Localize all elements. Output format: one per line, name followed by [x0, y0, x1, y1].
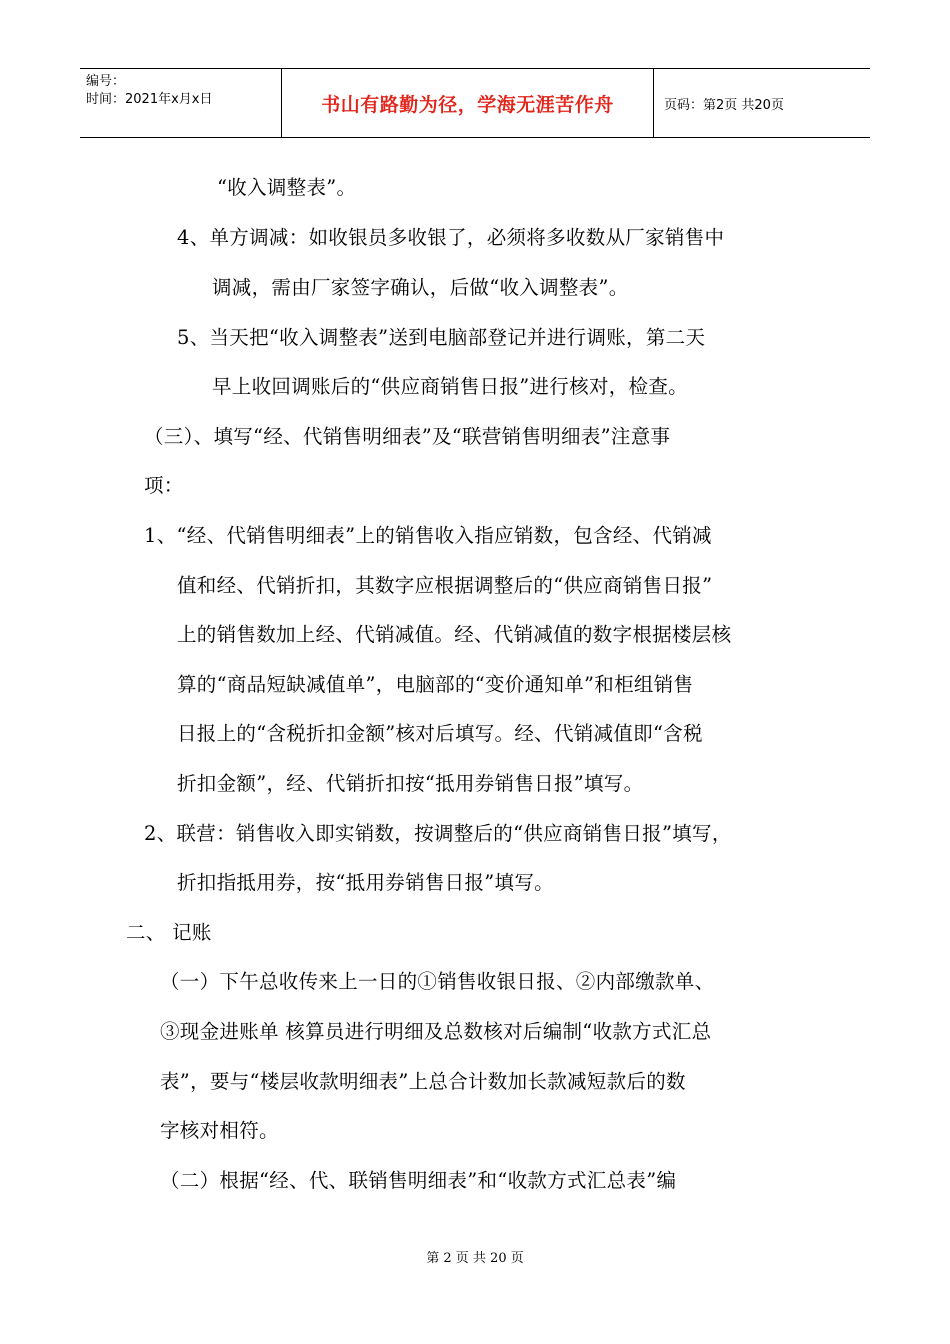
body-line: “收入调整表”。 — [217, 176, 357, 199]
body-line: 折扣金额”，经、代销折扣按“抵用券销售日报”填写。 — [177, 772, 644, 795]
motto-text: 书山有路勤为径，学海无涯苦作舟 — [321, 93, 614, 116]
body-line: 早上收回调账后的“供应商销售日报”进行核对，检查。 — [212, 375, 688, 398]
body-line: 算的“商品短缺减值单”，电脑部的“变价通知单”和柜组销售 — [177, 673, 694, 696]
section-heading: 二、 记账 — [126, 921, 212, 944]
body-line: 项： — [144, 474, 184, 497]
number-label: 编号： — [86, 74, 126, 89]
body-line: 调减，需由厂家签字确认，后做“收入调整表”。 — [212, 276, 629, 299]
footer-page-number: 第 2 页 共 20 页 — [426, 1251, 524, 1266]
body-line: （一）下午总收传来上一日的①销售收银日报、②内部缴款单、 — [160, 970, 715, 993]
header-motto-cell — [282, 69, 654, 137]
page-info: 页码：第2页 共20页 — [664, 97, 784, 113]
body-line: 4、单方调减：如收银员多收银了，必须将多收数从厂家销售中 — [177, 226, 725, 249]
body-line: 折扣指抵用券，按“抵用券销售日报”填写。 — [177, 871, 554, 894]
body-line: ③现金进账单 核算员进行明细及总数核对后编制“收款方式汇总 — [160, 1020, 712, 1043]
body-line: 字核对相符。 — [160, 1119, 279, 1142]
body-line: 表”，要与“楼层收款明细表”上总合计数加长款减短款后的数 — [160, 1070, 686, 1093]
header-page-cell — [654, 69, 870, 137]
date-label: 时间：2021年x月x日 — [86, 92, 213, 107]
page-footer — [0, 1247, 950, 1266]
body-line: 5、当天把“收入调整表”送到电脑部登记并进行调账，第二天 — [177, 326, 706, 349]
body-line: 日报上的“含税折扣金额”核对后填写。经、代销减值即“含税 — [177, 722, 703, 745]
body-line: 2、联营：销售收入即实销数，按调整后的“供应商销售日报”填写， — [144, 822, 732, 845]
header-meta-cell — [80, 69, 282, 137]
body-line: 1、“经、代销售明细表”上的销售收入指应销数，包含经、代销减 — [144, 524, 712, 547]
body-line: 值和经、代销折扣，其数字应根据调整后的“供应商销售日报” — [177, 574, 713, 597]
body-line: 上的销售数加上经、代销减值。经、代销减值的数字根据楼层核 — [177, 623, 732, 646]
document-header — [80, 68, 870, 138]
body-line: （二）根据“经、代、联销售明细表”和“收款方式汇总表”编 — [160, 1169, 677, 1192]
body-line: （三）、填写“经、代销售明细表”及“联营销售明细表”注意事 — [144, 425, 671, 448]
